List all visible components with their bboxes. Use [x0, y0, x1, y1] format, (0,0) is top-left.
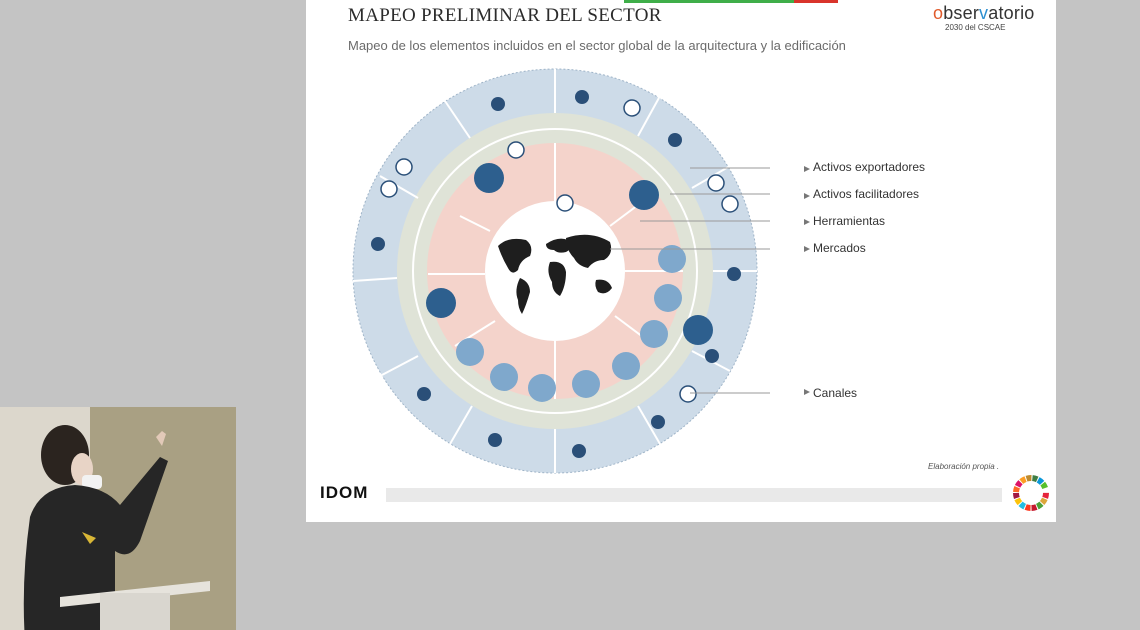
presenter-video [0, 407, 236, 630]
brand-subtitle: 2030 del CSCAE [945, 23, 1006, 32]
slide-subtitle: Mapeo de los elementos incluidos en el sector global de la arquitectura y la edificación [348, 38, 846, 53]
label-mercados: Mercados [813, 241, 866, 255]
footer-bar [386, 488, 1002, 502]
label-activos-exportadores: Activos exportadores [813, 160, 926, 174]
idom-logo: IDOM [320, 483, 369, 502]
sector-map-diagram [350, 66, 770, 486]
presentation-slide [306, 0, 1056, 522]
slide-title: MAPEO PRELIMINAR DEL SECTOR [348, 5, 662, 26]
label-activos-facilitadores: Activos facilitadores [813, 187, 920, 201]
top-accent-green [624, 0, 794, 3]
sdg-wheel-icon [1012, 474, 1050, 512]
label-herramientas: Herramientas [813, 214, 886, 228]
label-canales: Canales [813, 386, 858, 400]
top-accent-red [794, 0, 838, 3]
brand-name: observatorio [933, 3, 1035, 23]
source-footnote: Elaboración propia . [928, 462, 1000, 471]
observatorio-logo [933, 3, 1048, 32]
